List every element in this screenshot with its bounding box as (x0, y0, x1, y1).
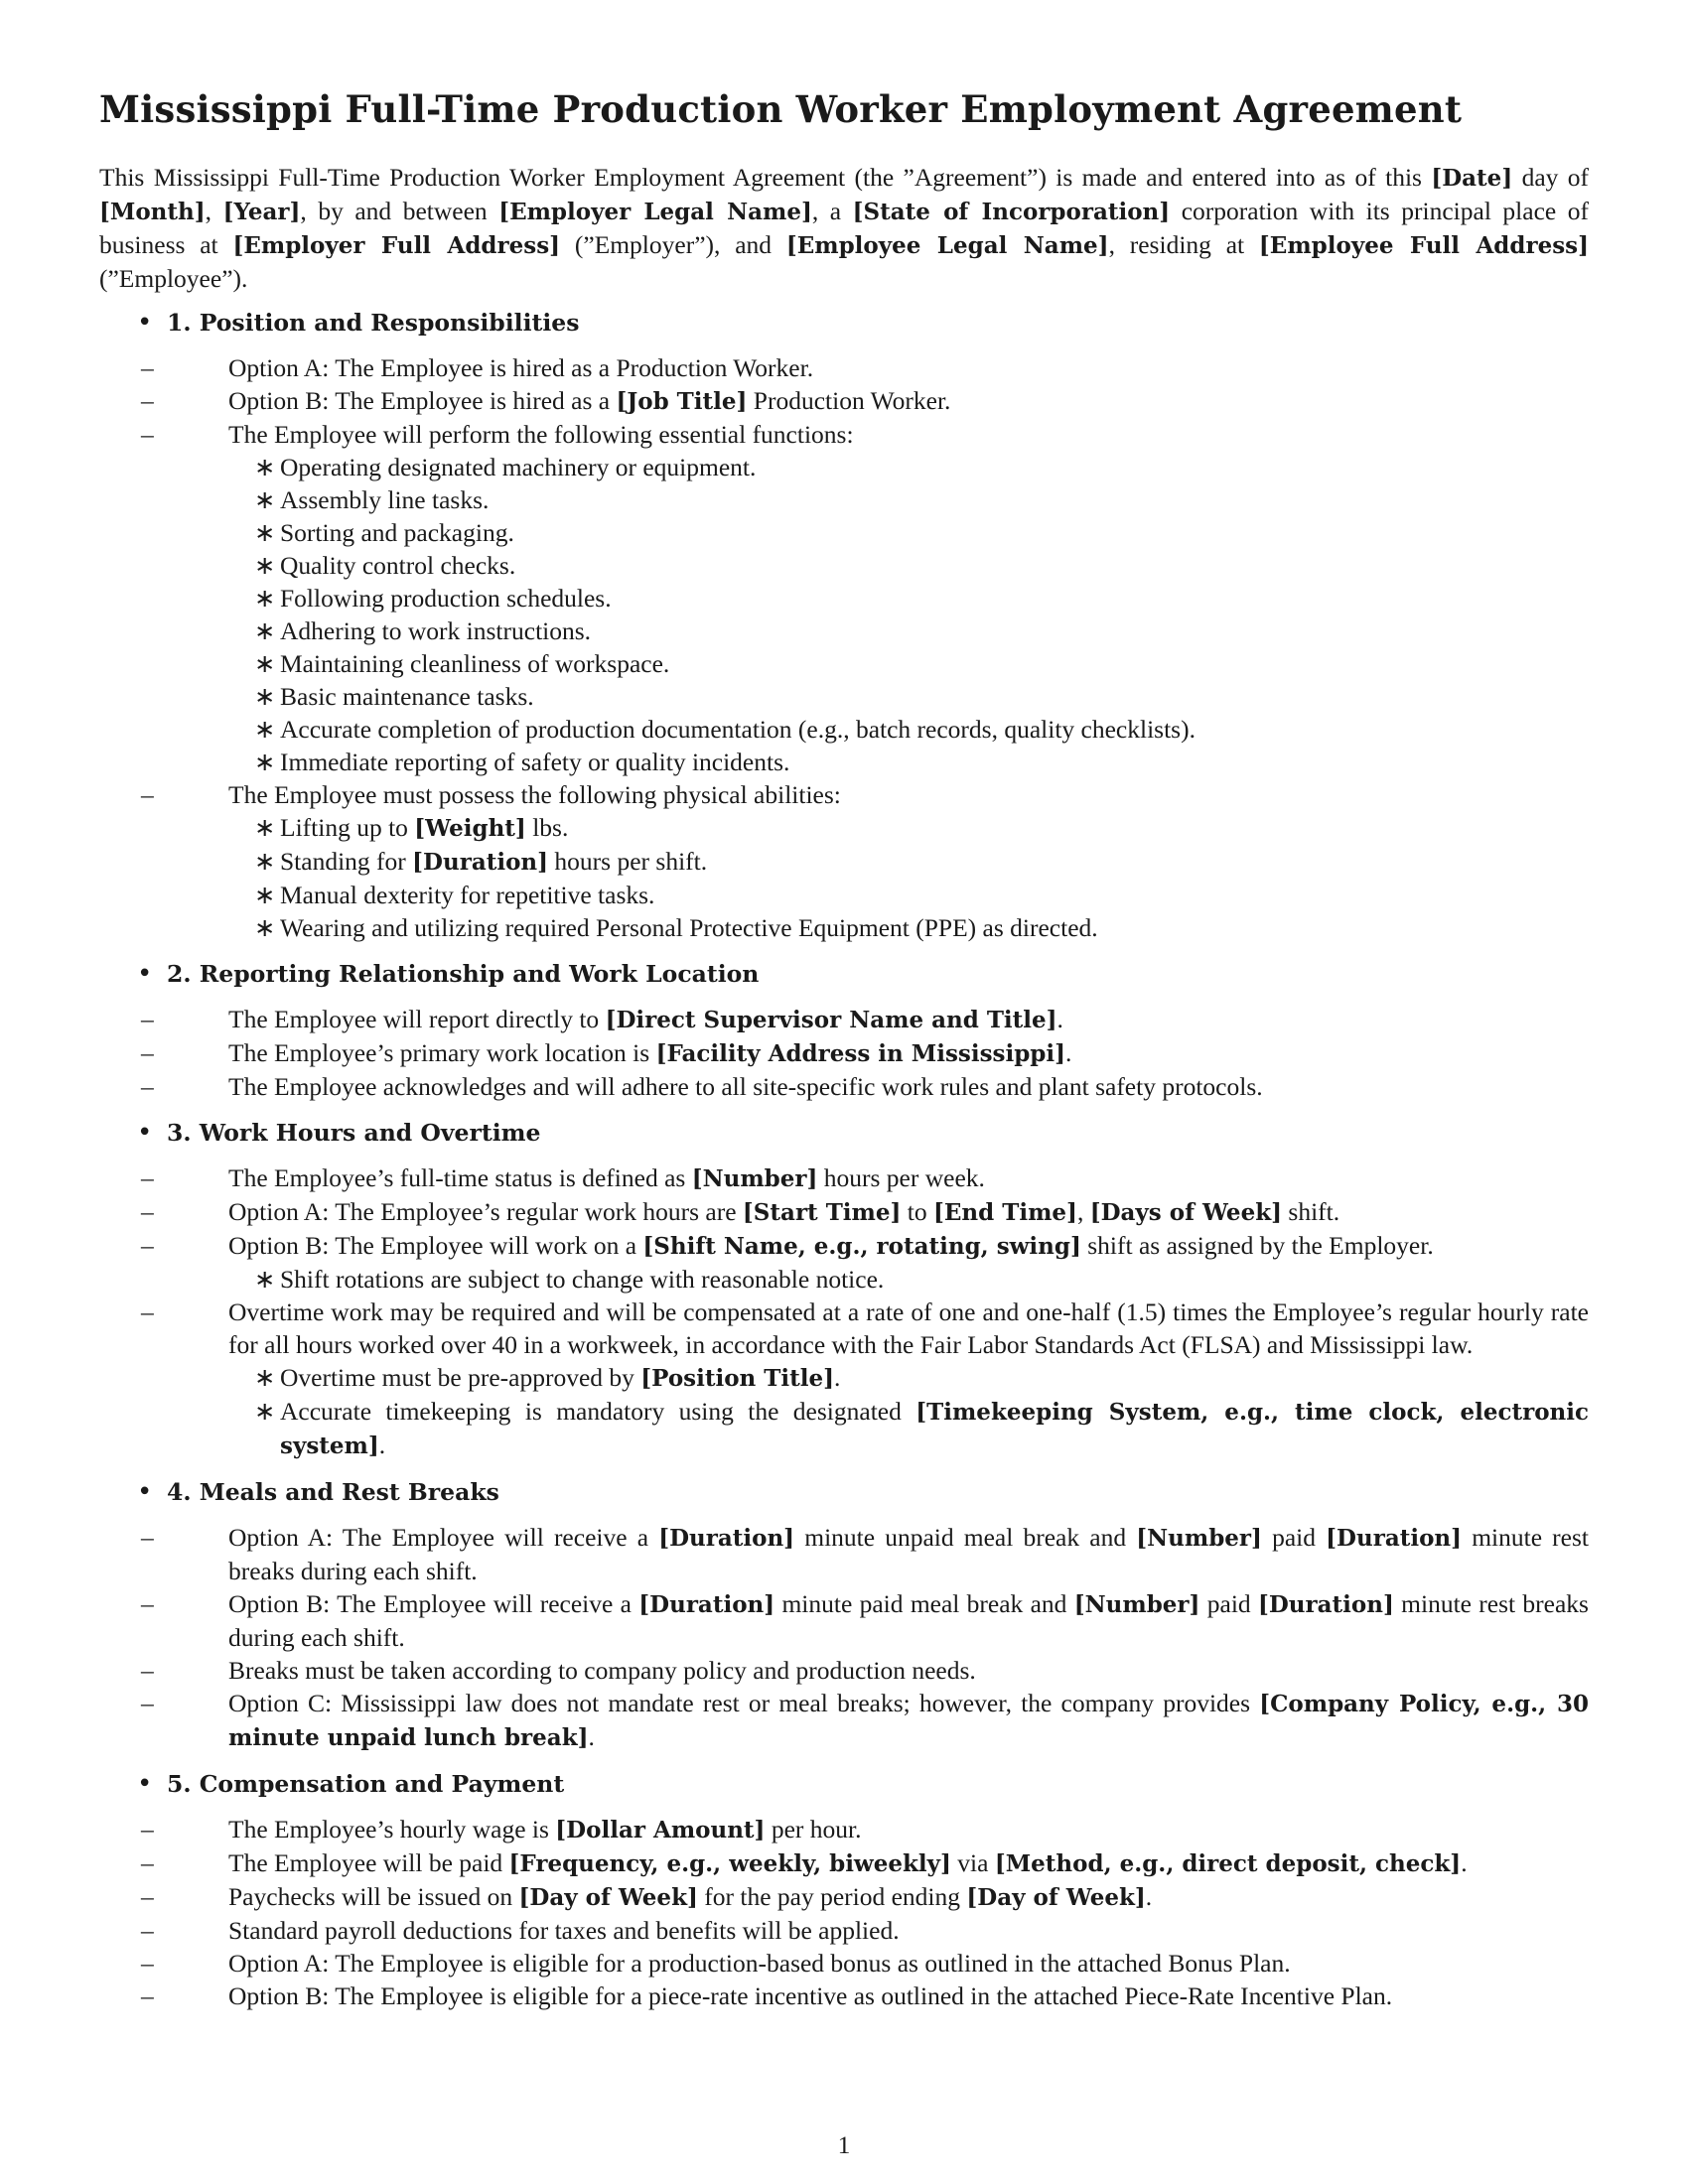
sub-list (228, 811, 1589, 944)
clause-item: – Option B: The Employee will receive a [Duration] minute paid meal break and [Number] paid [Duration] minute rest breaks during each shift. (167, 1587, 1589, 1654)
placeholder-days-of-week: [Days of Week] (1089, 1199, 1283, 1226)
placeholder-shift-name: [Shift Name, e.g., rotating, swing] (642, 1233, 1081, 1260)
clause-list (167, 1003, 1589, 1103)
placeholder-year: [Year] (222, 199, 301, 225)
list-item: ∗ Wearing and utilizing required Personal Protective Equipment (PPE) as directed. (228, 911, 1589, 944)
list-item: ∗ Immediate reporting of safety or quality incidents. (228, 746, 1589, 778)
section-3 (99, 1117, 1589, 1462)
clause-list (167, 351, 1589, 944)
list-item: ∗ Following production schedules. (228, 582, 1589, 614)
placeholder-month: [Month] (99, 199, 206, 225)
intro-text: , a (811, 197, 853, 225)
intro-text: (”Employer”), and (560, 230, 786, 259)
clause-item: – Option B: The Employee is hired as a [Job Title] Production Worker. (167, 384, 1589, 418)
clause-item: – The Employee’s primary work location is [Facility Address in Mississippi]. (167, 1036, 1589, 1070)
clause-item: – The Employee’s hourly wage is [Dollar Amount] per hour. (167, 1813, 1589, 1846)
placeholder-number: [Number] (1073, 1591, 1200, 1618)
intro-text: This Mississippi Full-Time Production Worker Employment Agreement (the ”Agreement”) is made and entered into as of this (99, 163, 1432, 192)
clause-item: – The Employee acknowledges and will adhere to all site-specific work rules and plant safety protocols. (167, 1070, 1589, 1103)
placeholder-facility-address: [Facility Address in Mississippi] (655, 1040, 1066, 1067)
sub-list (228, 1361, 1589, 1462)
list-item: ∗ Maintaining cleanliness of workspace. (228, 647, 1589, 680)
section-title: • 3. Work Hours and Overtime (167, 1119, 541, 1147)
clause-item: – Breaks must be taken according to company policy and production needs. (167, 1654, 1589, 1687)
placeholder-duration: [Duration] (658, 1525, 795, 1552)
intro-paragraph (99, 161, 1589, 295)
list-item: ∗ Manual dexterity for repetitive tasks. (228, 879, 1589, 911)
placeholder-employee-address: [Employee Full Address] (1258, 232, 1590, 259)
list-item: ∗ Shift rotations are subject to change with reasonable notice. (228, 1263, 1589, 1296)
clause-item: – Standard payroll deductions for taxes and benefits will be applied. (167, 1914, 1589, 1947)
section-5 (99, 1768, 1589, 2012)
clause-item: – The Employee will perform the following essential functions: ∗ Operating designated machinery or equipment. ∗ Assembly line tasks. ∗ Sorting and packaging. ∗ Quality control checks. ∗ Following production schedules. ∗ Adhering to work instructions. ∗ Maintaining cleanliness of workspace. ∗ Basic maintenance tasks. ∗ Accurate completion of production documentation (e.g., batch records, quality checklists). ∗ Immediate reporting of safety or quality incidents. (167, 418, 1589, 778)
placeholder-position-title: [Position Title] (640, 1365, 835, 1392)
document-title: Mississippi Full-Time Production Worker Employment Agreement (99, 87, 1463, 131)
section-title: • 2. Reporting Relationship and Work Location (167, 960, 760, 988)
placeholder-duration: [Duration] (1326, 1525, 1463, 1552)
clause-list (167, 1813, 1589, 2012)
clause-item: – Option A: The Employee’s regular work hours are [Start Time] to [End Time], [Days of Week] shift. (167, 1195, 1589, 1229)
placeholder-weight: [Weight] (414, 815, 526, 842)
intro-text: , by and between (300, 197, 499, 225)
clause-item: – Option C: Mississippi law does not mandate rest or meal breaks; however, the company provides [Company Policy, e.g., 30 minute unpaid lunch break]. (167, 1687, 1589, 1754)
intro-text: , (205, 197, 223, 225)
placeholder-day-of-week: [Day of Week] (518, 1884, 698, 1911)
placeholder-method: [Method, e.g., direct deposit, check] (994, 1850, 1462, 1877)
section-list (99, 307, 1589, 2012)
clause-item: – Paychecks will be issued on [Day of Week] for the pay period ending [Day of Week]. (167, 1880, 1589, 1914)
clause-item: – Option B: The Employee will work on a [Shift Name, e.g., rotating, swing] shift as assigned by the Employer. ∗ Shift rotations are subject to change with reasonable notice. (167, 1229, 1589, 1296)
placeholder-employer-address: [Employer Full Address] (232, 232, 561, 259)
clause-item: – Option A: The Employee will receive a [Duration] minute unpaid meal break and [Number] paid [Duration] minute rest breaks during each shift. (167, 1521, 1589, 1587)
clause-item: – Overtime work may be required and will be compensated at a rate of one and one-half (1.5) times the Employee’s regular hourly rate for all hours worked over 40 in a workweek, in accordance with the Fair Labor Standards Act (FLSA) and Mississippi law. ∗ Overtime must be pre-approved by [Position Title]. ∗ Accurate timekeeping is mandatory using the designated [Timekeeping System, e.g., time clock, electronic system]. (167, 1296, 1589, 1462)
placeholder-start-time: [Start Time] (742, 1199, 902, 1226)
sub-list (228, 1263, 1589, 1296)
placeholder-duration: [Duration] (638, 1591, 775, 1618)
placeholder-number: [Number] (1136, 1525, 1262, 1552)
placeholder-employee-name: [Employee Legal Name] (785, 232, 1109, 259)
clause-item: – The Employee will report directly to [Direct Supervisor Name and Title]. (167, 1003, 1589, 1036)
placeholder-duration: [Duration] (412, 849, 549, 876)
clause-item: – Option A: The Employee is eligible for a production-based bonus as outlined in the attached Bonus Plan. (167, 1947, 1589, 1979)
clause-item: – Option B: The Employee is eligible for a piece-rate incentive as outlined in the attached Piece-Rate Incentive Plan. (167, 1979, 1589, 2012)
page-number: 1 (837, 2130, 851, 2159)
clause-item: – The Employee must possess the following physical abilities: ∗ Lifting up to [Weight] lbs. ∗ Standing for [Duration] hours per shift. ∗ Manual dexterity for repetitive tasks. ∗ Wearing and utilizing required Personal Protective Equipment (PPE) as directed. (167, 778, 1589, 944)
section-2 (99, 958, 1589, 1103)
section-4 (99, 1476, 1589, 1754)
clause-item: – The Employee’s full-time status is defined as [Number] hours per week. (167, 1161, 1589, 1195)
list-item: ∗ Assembly line tasks. (228, 483, 1589, 516)
list-item: ∗ Overtime must be pre-approved by [Position Title]. (228, 1361, 1589, 1395)
section-title: • 5. Compensation and Payment (167, 1770, 565, 1798)
list-item: ∗ Standing for [Duration] hours per shift. (228, 845, 1589, 879)
list-item: ∗ Basic maintenance tasks. (228, 680, 1589, 713)
placeholder-supervisor: [Direct Supervisor Name and Title] (605, 1007, 1057, 1033)
list-item: ∗ Lifting up to [Weight] lbs. (228, 811, 1589, 845)
intro-text: , residing at (1108, 230, 1259, 259)
document-page (99, 87, 1589, 2026)
placeholder-date: [Date] (1431, 165, 1513, 192)
placeholder-number: [Number] (691, 1165, 818, 1192)
clause-list (167, 1521, 1589, 1754)
clause-item: – Option A: The Employee is hired as a Production Worker. (167, 351, 1589, 384)
placeholder-company-policy: [Company Policy, e.g., 30 minute unpaid lunch break] (228, 1691, 1589, 1751)
list-item: ∗ Sorting and packaging. (228, 516, 1589, 549)
list-item: ∗ Accurate timekeeping is mandatory using the designated [Timekeeping System, e.g., time clock, electronic system]. (228, 1395, 1589, 1462)
placeholder-state: [State of Incorporation] (852, 199, 1171, 225)
intro-text: day of (1512, 163, 1589, 192)
placeholder-dollar-amount: [Dollar Amount] (555, 1817, 766, 1843)
list-item: ∗ Quality control checks. (228, 549, 1589, 582)
sub-list (228, 451, 1589, 778)
section-1 (99, 307, 1589, 944)
clause-list (167, 1161, 1589, 1462)
section-title: • 1. Position and Responsibilities (167, 309, 580, 337)
clause-item: – The Employee will be paid [Frequency, e.g., weekly, biweekly] via [Method, e.g., direct deposit, check]. (167, 1846, 1589, 1880)
placeholder-end-time: [End Time] (933, 1199, 1077, 1226)
intro-text: (”Employee”). (99, 264, 248, 293)
placeholder-day-of-week: [Day of Week] (966, 1884, 1146, 1911)
intro-text: corporation with its principal place of business at (99, 197, 1589, 259)
list-item: ∗ Operating designated machinery or equipment. (228, 451, 1589, 483)
list-item: ∗ Adhering to work instructions. (228, 614, 1589, 647)
placeholder-duration: [Duration] (1257, 1591, 1394, 1618)
placeholder-frequency: [Frequency, e.g., weekly, biweekly] (508, 1850, 951, 1877)
placeholder-timekeeping-system: [Timekeeping System, e.g., time clock, electronic system] (280, 1399, 1589, 1459)
placeholder-employer-name: [Employer Legal Name] (498, 199, 812, 225)
placeholder-job-title: [Job Title] (616, 388, 748, 415)
list-item: ∗ Accurate completion of production documentation (e.g., batch records, quality checklists). (228, 713, 1589, 746)
section-title: • 4. Meals and Rest Breaks (167, 1478, 499, 1506)
